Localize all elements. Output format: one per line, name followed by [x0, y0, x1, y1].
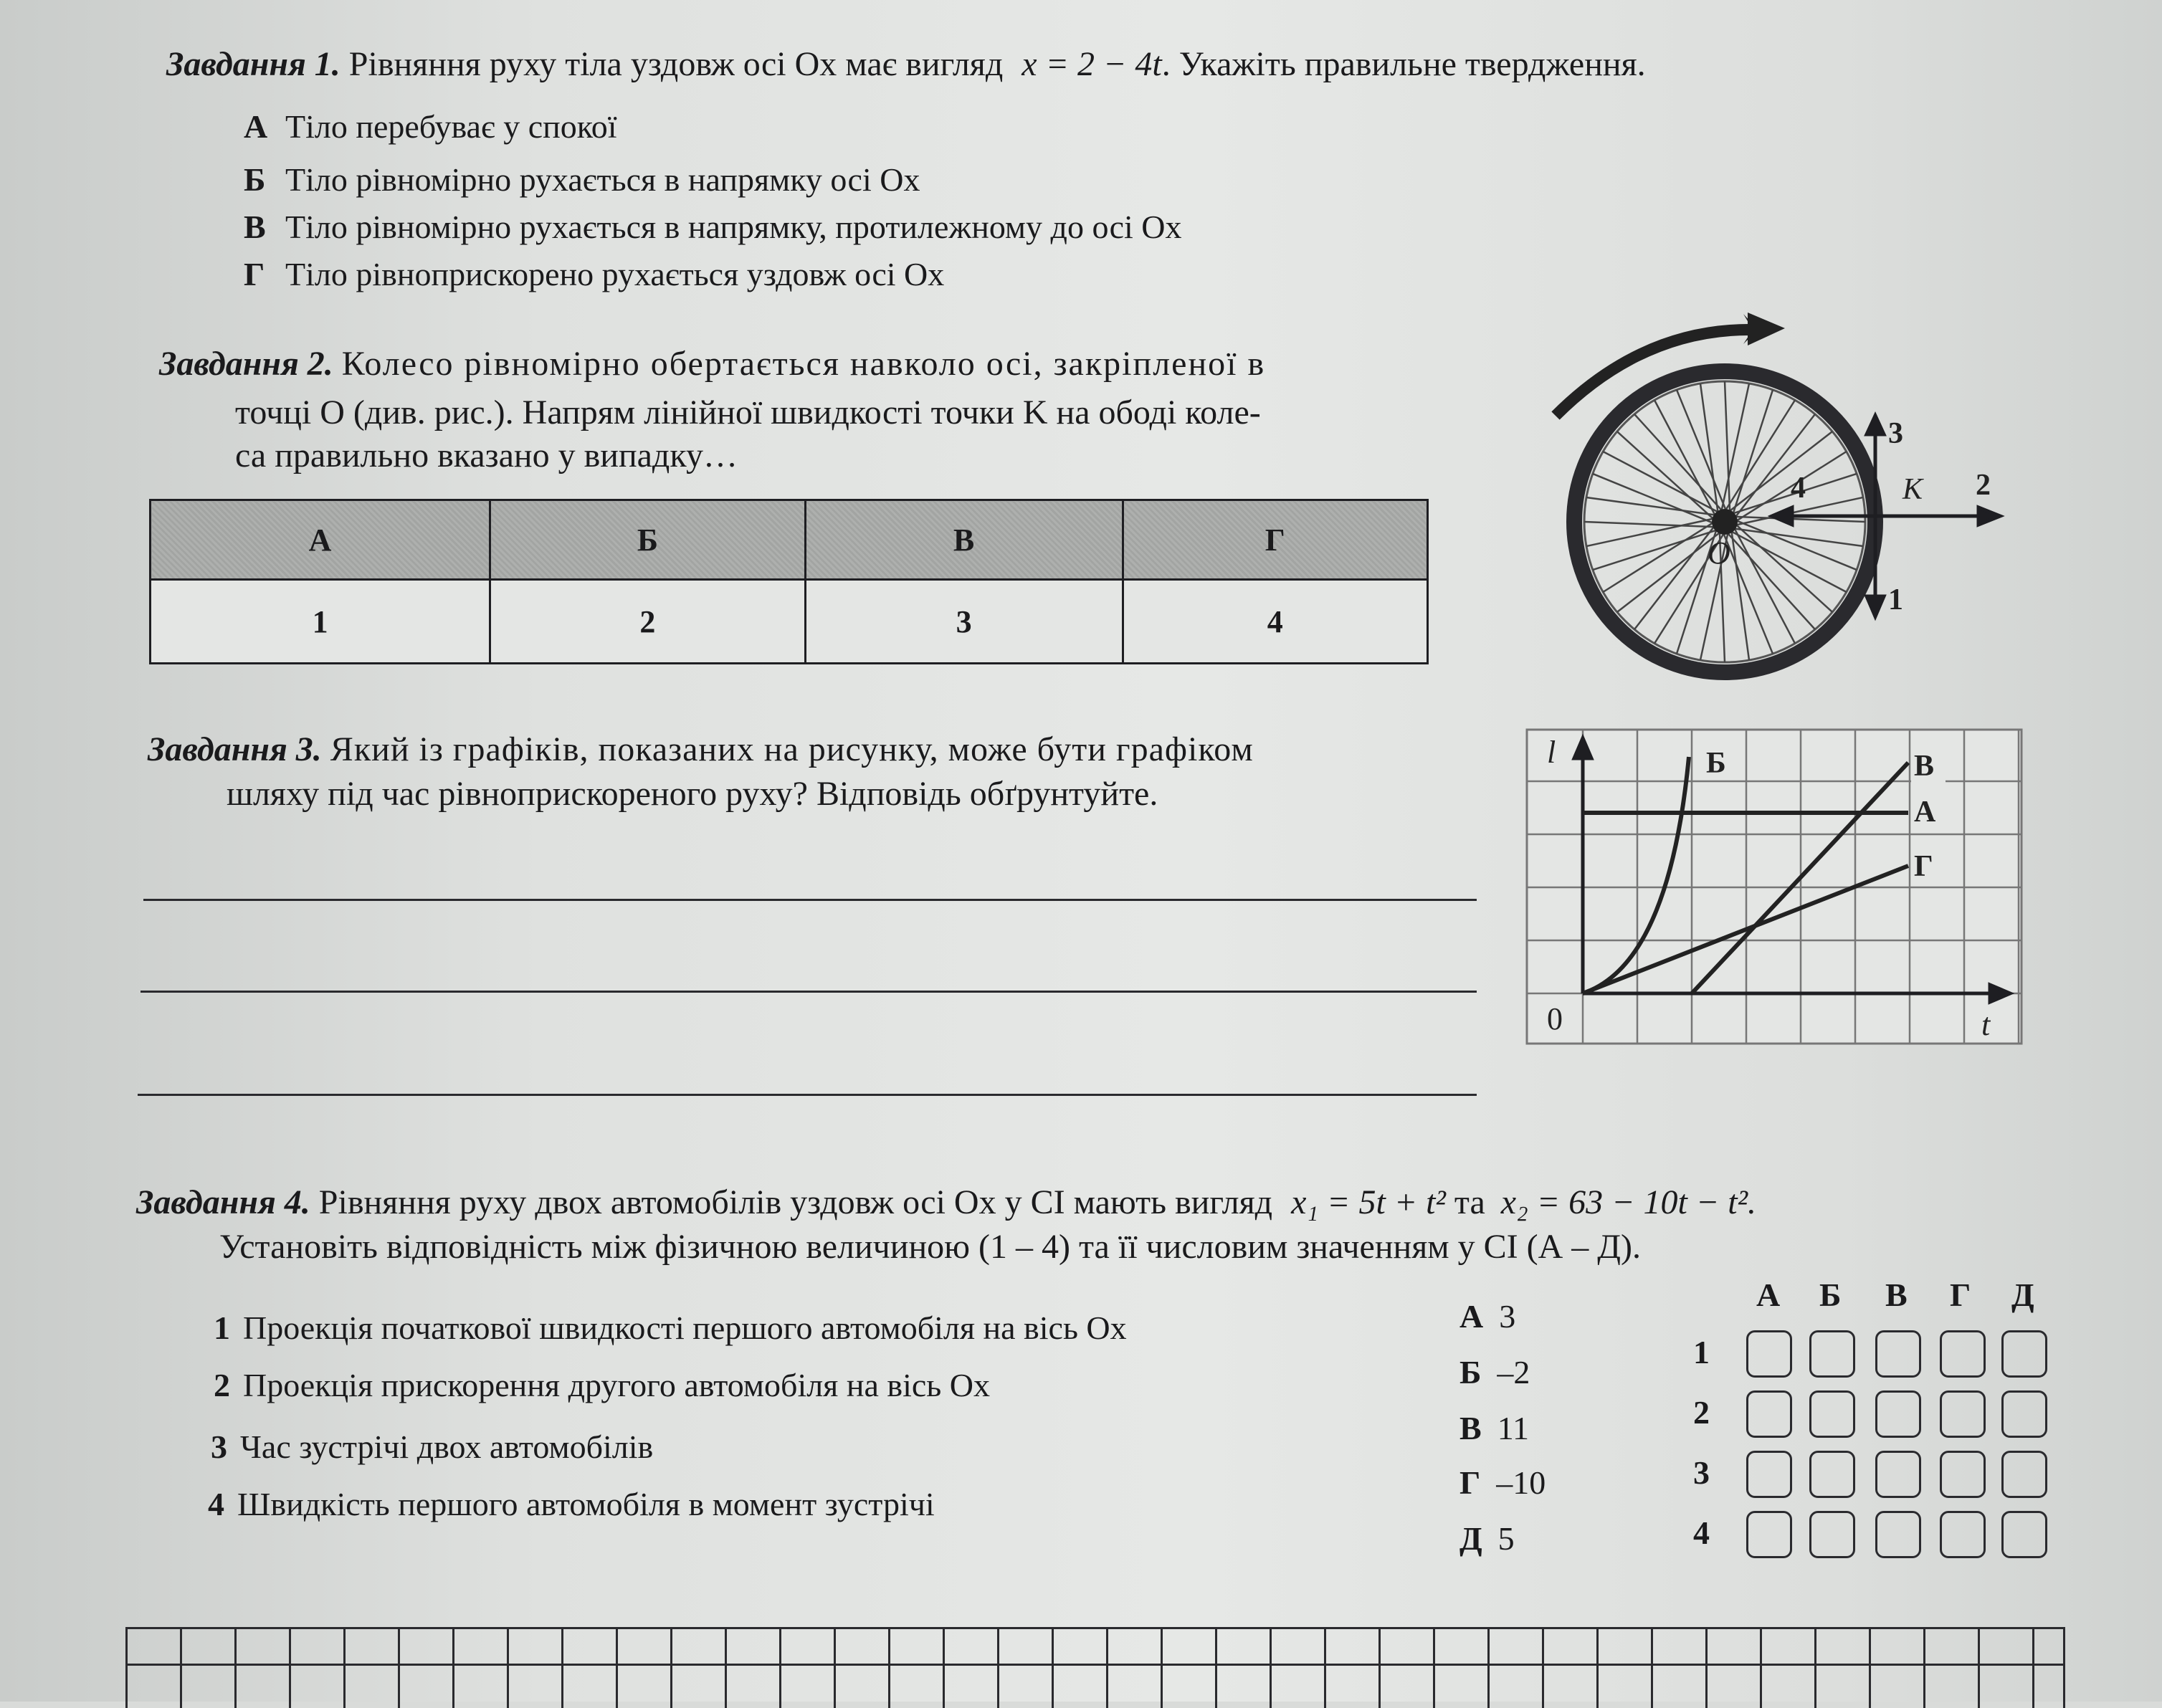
task3-text-line1: Який із графіків, показаних на рисунку, може бути графіком — [330, 730, 1254, 768]
task4-value-b — [1459, 1353, 1530, 1391]
value-number: 11 — [1497, 1410, 1529, 1446]
answer-checkbox[interactable] — [2001, 1390, 2047, 1438]
task1-equation: x = 2 − 4t — [1022, 45, 1162, 83]
item-number: 2 — [214, 1367, 230, 1403]
task2-label: Завдання 2. — [159, 345, 333, 383]
task4-eq1: x₁ = 5t + t² — [1291, 1183, 1446, 1221]
wheel-spoke — [1603, 452, 1720, 513]
value-letter: А — [1459, 1298, 1484, 1335]
arrow-1-label: 1 — [1888, 583, 1903, 616]
wheel-spoke — [1728, 431, 1833, 512]
option-text: Тіло перебуває у спокої — [285, 108, 617, 145]
wheel-spoke — [1634, 414, 1723, 512]
matrix-row-header: 3 — [1693, 1454, 1710, 1491]
matrix-row-header: 1 — [1693, 1334, 1710, 1370]
option-letter: Б — [244, 161, 266, 198]
task1-option-b[interactable] — [244, 161, 920, 199]
answer-checkbox[interactable] — [1875, 1511, 1921, 1558]
matrix-col-header: Б — [1819, 1277, 1842, 1313]
matrix-col-header: Д — [2011, 1277, 2034, 1313]
task4-value-c — [1459, 1409, 1529, 1447]
answer-checkbox[interactable] — [1875, 1330, 1921, 1378]
option-letter: Г — [244, 256, 265, 292]
answer-checkbox[interactable] — [1746, 1330, 1792, 1378]
wheel-spoke — [1700, 383, 1718, 514]
motion-graph — [1525, 728, 2024, 1046]
task4-question-line1 — [136, 1183, 1756, 1222]
curve-a-label: А — [1914, 796, 1936, 829]
answer-checkbox[interactable] — [1809, 1511, 1855, 1558]
answer-line-3[interactable] — [138, 1094, 1477, 1096]
task2-cell-b[interactable]: 2 — [490, 580, 806, 664]
option-text: Тіло рівномірно рухається в напрямку осі Ox — [285, 161, 920, 198]
matrix-col-header: Г — [1950, 1277, 1971, 1313]
curve-v-label: В — [1914, 750, 1935, 783]
task4-text: Рівняння руху двох автомобілів уздовж осі Ox у СІ мають вигляд — [318, 1183, 1273, 1221]
answer-checkbox[interactable] — [2001, 1330, 2047, 1378]
task3-question-line2: шляху під час рівноприскореного руху? Відповідь обґрунтуйте. — [227, 775, 1158, 813]
task2-question-line1 — [159, 344, 1265, 383]
task2-col-b: Б — [490, 500, 806, 580]
arrow-4-label: 4 — [1791, 472, 1806, 505]
arrow-2-label: 2 — [1976, 469, 1991, 502]
wheel-spoke — [1593, 530, 1718, 570]
task1-label: Завдання 1. — [166, 45, 341, 83]
task3-question-line1 — [148, 730, 1254, 769]
task4-item-3 — [211, 1428, 653, 1466]
wheel-spoke — [1735, 523, 1832, 612]
answer-line-1[interactable] — [143, 899, 1477, 901]
answer-checkbox[interactable] — [1940, 1451, 1986, 1498]
task4-question-line2: Установіть відповідність між фізичною величиною (1 – 4) та її числовим значенням у СІ (А – Д). — [219, 1228, 1642, 1266]
task2-cell-c[interactable]: 3 — [805, 580, 1123, 664]
wheel-spoke — [1726, 532, 1815, 629]
task4-answer-matrix — [1677, 1276, 2057, 1577]
axis-y-label: l — [1547, 735, 1556, 770]
value-letter: Д — [1459, 1520, 1482, 1557]
value-letter: В — [1459, 1410, 1482, 1446]
wheel-spoke — [1654, 400, 1716, 517]
task2-text-line1: Колесо рівномірно обертається навколо осі, закріпленої в — [341, 345, 1266, 383]
rotation-arrow-icon — [1556, 313, 1785, 416]
point-k-label: K — [1903, 473, 1923, 506]
item-number: 3 — [211, 1428, 227, 1465]
point-o-label: O — [1708, 535, 1730, 571]
value-number: –2 — [1497, 1354, 1530, 1390]
wheel-spoke — [1733, 528, 1863, 546]
wheel-spoke — [1730, 530, 1847, 592]
answer-checkbox[interactable] — [1746, 1390, 1792, 1438]
answer-checkbox[interactable] — [1875, 1451, 1921, 1498]
option-letter: В — [244, 209, 266, 245]
answer-checkbox[interactable] — [2001, 1511, 2047, 1558]
task2-cell-a[interactable]: 1 — [151, 580, 490, 664]
value-letter: Г — [1459, 1464, 1481, 1501]
wheel-hub — [1712, 509, 1738, 535]
wheel-spoke — [1617, 431, 1715, 520]
answer-checkbox[interactable] — [1809, 1390, 1855, 1438]
answer-checkbox[interactable] — [1809, 1451, 1855, 1498]
task4-value-d — [1459, 1464, 1546, 1502]
task4-value-a — [1459, 1297, 1515, 1335]
task1-text: Рівняння руху тіла уздовж осі Ox має вигляд — [348, 45, 1004, 83]
value-number: 5 — [1497, 1520, 1515, 1557]
item-text: Проекція початкової швидкості першого автомобіля на вісь Ox — [243, 1309, 1127, 1346]
answer-checkbox[interactable] — [1940, 1390, 1986, 1438]
task1-question — [166, 44, 1646, 84]
task2-col-a: А — [151, 500, 490, 580]
task4-item-1 — [214, 1309, 1127, 1347]
curve-b-label: Б — [1706, 747, 1726, 780]
task2-question-line3: са правильно вказано у випадку… — [235, 436, 738, 474]
wheel-spoke — [1586, 497, 1717, 515]
task4-conj: та — [1454, 1183, 1485, 1221]
task2-cell-d[interactable]: 4 — [1123, 580, 1427, 664]
task2-col-d: Г — [1123, 500, 1427, 580]
item-number: 4 — [208, 1486, 224, 1522]
matrix-row-header: 4 — [1693, 1514, 1710, 1551]
origin-label: 0 — [1547, 1001, 1563, 1036]
task4-item-2 — [214, 1366, 990, 1404]
task2-question-line2: точці O (див. рис.). Напрям лінійної швидкості точки K на ободі коле- — [235, 393, 1261, 431]
answer-checkbox[interactable] — [1940, 1330, 1986, 1378]
option-letter: А — [244, 108, 268, 145]
item-text: Час зустрічі двох автомобілів — [240, 1428, 654, 1465]
answer-line-2[interactable] — [141, 991, 1477, 993]
item-number: 1 — [214, 1309, 230, 1346]
answer-checkbox[interactable] — [1875, 1390, 1921, 1438]
curve-g-label: Г — [1914, 850, 1933, 883]
task3-label: Завдання 3. — [148, 730, 322, 768]
answer-checkbox[interactable] — [1809, 1330, 1855, 1378]
wheel-spoke — [1603, 522, 1715, 592]
wheel-spoke — [1733, 390, 1773, 515]
wheel-spoke — [1634, 525, 1715, 630]
value-letter: Б — [1459, 1354, 1482, 1390]
value-number: 3 — [1499, 1298, 1516, 1335]
item-text: Проекція прискорення другого автомобіля на вісь Ox — [243, 1367, 990, 1403]
matrix-col-header: А — [1756, 1277, 1781, 1313]
wheel-spoke — [1733, 527, 1795, 644]
answer-checkbox[interactable] — [2001, 1451, 2047, 1498]
item-text: Швидкість першого автомобіля в момент зустрічі — [237, 1486, 935, 1522]
task2-col-c: В — [805, 500, 1123, 580]
answer-grid-strip — [125, 1627, 2065, 1708]
option-text: Тіло рівномірно рухається в напрямку, протилежному до осі Ox — [285, 209, 1182, 245]
task4-item-4 — [208, 1485, 935, 1523]
wheel-spoke — [1731, 530, 1749, 660]
task1-text-after: . Укажіть правильне твердження. — [1161, 45, 1646, 83]
task4-value-e — [1459, 1519, 1515, 1557]
value-number: –10 — [1496, 1464, 1546, 1501]
option-text: Тіло рівноприскорено рухається уздовж осі Ox — [285, 256, 945, 292]
wheel-figure — [1520, 308, 2036, 695]
answer-checkbox[interactable] — [1746, 1511, 1792, 1558]
task1-option-d[interactable] — [244, 255, 944, 293]
task1-option-a[interactable] — [244, 108, 617, 145]
answer-checkbox[interactable] — [1746, 1451, 1792, 1498]
task1-option-c[interactable] — [244, 208, 1182, 246]
axis-x-label: t — [1981, 1007, 1991, 1042]
matrix-col-header: В — [1885, 1277, 1908, 1313]
wheel-spoke — [1617, 531, 1722, 612]
arrow-3-label: 3 — [1888, 417, 1903, 450]
task4-eq2: x₂ = 63 − 10t − t². — [1500, 1183, 1757, 1221]
wheel-spoke — [1725, 400, 1795, 512]
answer-checkbox[interactable] — [1940, 1511, 1986, 1558]
task2-answer-table — [149, 499, 1429, 664]
matrix-row-header: 2 — [1693, 1394, 1710, 1431]
task4-label: Завдання 4. — [136, 1183, 310, 1221]
